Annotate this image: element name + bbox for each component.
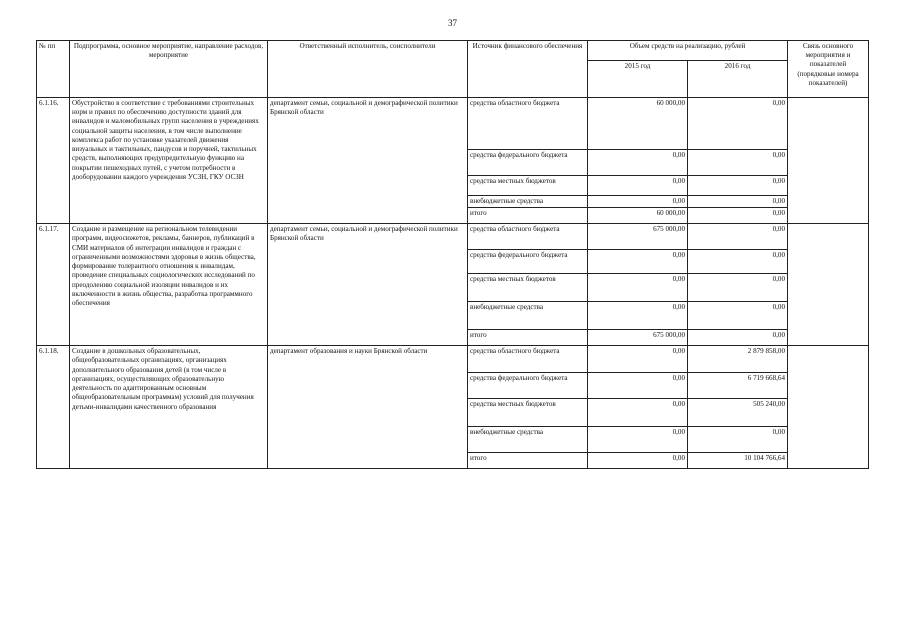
value-2015: 0,00	[588, 250, 688, 274]
link-cell	[788, 98, 869, 224]
link-cell	[788, 224, 869, 346]
total-2015: 0,00	[588, 453, 688, 469]
row-description: Обустройство в соответствие с требованиями строительных норм и правил по обеспечению доступности зданий для инвалидов и маломобильных групп населения в учреждениях социальной защиты населения, в том числе выполнение комплекса работ по установке указателей движения визуальных и тактильных, пандусов и поручней, тактильных средств, выполняющих предупредительную функцию на покрытии пешеходных путей, с учетом потребности в дооборудовании каждого учреждения УСЗН, ГКУ ОСЗН	[70, 98, 268, 224]
row-executor: департамент семьи, социальной и демографической политики Брянской области	[268, 224, 468, 346]
financing-table	[36, 40, 869, 469]
source-cell: средства федерального бюджета	[468, 373, 588, 399]
row-description: Создание в дошкольных образовательных, общеобразовательных организациях, организациях дополнительного образования детей (в том числе в организациях, осуществляющих образовательную деятельность по адаптированным основным общеобразовательным программам) условий для получения детьми-инвалидами качественного образования	[70, 346, 268, 469]
source-cell: средства областного бюджета	[468, 98, 588, 150]
value-2016: 0,00	[688, 150, 788, 176]
header-name: Подпрограмма, основное мероприятие, направление расходов, мероприятие	[70, 41, 268, 98]
source-cell: средства областного бюджета	[468, 346, 588, 373]
table-row	[37, 224, 869, 250]
row-executor: департамент семьи, социальной и демографической политики Брянской области	[268, 98, 468, 224]
value-2015: 0,00	[588, 399, 688, 427]
value-2015: 0,00	[588, 274, 688, 302]
value-2016: 0,00	[688, 98, 788, 150]
value-2015: 0,00	[588, 196, 688, 208]
header-executor: Ответственный исполнитель, соисполнители	[268, 41, 468, 98]
source-cell: внебюджетные средства	[468, 302, 588, 330]
header-2016: 2016 год	[688, 61, 788, 98]
total-2016: 0,00	[688, 330, 788, 346]
value-2015: 60 000,00	[588, 98, 688, 150]
page-number: 37	[448, 18, 457, 28]
value-2016: 6 719 668,64	[688, 373, 788, 399]
source-cell: внебюджетные средства	[468, 196, 588, 208]
link-cell	[788, 346, 869, 469]
source-cell: средства местных бюджетов	[468, 274, 588, 302]
source-cell: средства федерального бюджета	[468, 250, 588, 274]
total-label: итого	[468, 330, 588, 346]
value-2016: 0,00	[688, 196, 788, 208]
row-executor: департамент образования и науки Брянской области	[268, 346, 468, 469]
value-2015: 0,00	[588, 427, 688, 453]
value-2016: 505 240,00	[688, 399, 788, 427]
value-2016: 2 879 858,00	[688, 346, 788, 373]
total-2016: 10 104 766,64	[688, 453, 788, 469]
value-2016: 0,00	[688, 302, 788, 330]
source-cell: средства местных бюджетов	[468, 176, 588, 196]
row-description: Создание и размещение на региональном телевидении программ, видеосюжетов, рекламы, баннеров, публикаций в СМИ материалов об интеграции инвалидов и граждан с ограниченными возможностями здоровья в жизнь общества, формирование толерантного отношения к инвалидам, проведение специальных социологических исследований по преодолению социальной изоляции инвалидов и их включенности в жизнь общества, разработка программного обеспечения	[70, 224, 268, 346]
header-2015: 2015 год	[588, 61, 688, 98]
value-2015: 0,00	[588, 346, 688, 373]
table-row	[37, 346, 869, 373]
total-label: итого	[468, 208, 588, 224]
row-number: 6.1.17.	[37, 224, 70, 346]
value-2015: 0,00	[588, 373, 688, 399]
row-number: 6.1.18.	[37, 346, 70, 469]
source-cell: средства местных бюджетов	[468, 399, 588, 427]
value-2016: 0,00	[688, 250, 788, 274]
source-cell: средства федерального бюджета	[468, 150, 588, 176]
header-link: Связь основного мероприятия и показателей (порядковые номера показателей)	[788, 41, 869, 98]
value-2015: 0,00	[588, 176, 688, 196]
row-number: 6.1.16.	[37, 98, 70, 224]
value-2015: 675 000,00	[588, 224, 688, 250]
value-2016: 0,00	[688, 224, 788, 250]
source-cell: внебюджетные средства	[468, 427, 588, 453]
header-source: Источник финансового обеспечения	[468, 41, 588, 98]
total-label: итого	[468, 453, 588, 469]
value-2015: 0,00	[588, 150, 688, 176]
table-row	[37, 98, 869, 150]
header-num: № пп	[37, 41, 70, 98]
total-2016: 0,00	[688, 208, 788, 224]
total-2015: 60 000,00	[588, 208, 688, 224]
value-2016: 0,00	[688, 274, 788, 302]
value-2016: 0,00	[688, 427, 788, 453]
source-cell: средства областного бюджета	[468, 224, 588, 250]
value-2016: 0,00	[688, 176, 788, 196]
header-volume: Объем средств на реализацию, рублей	[588, 41, 788, 61]
total-2015: 675 000,00	[588, 330, 688, 346]
value-2015: 0,00	[588, 302, 688, 330]
